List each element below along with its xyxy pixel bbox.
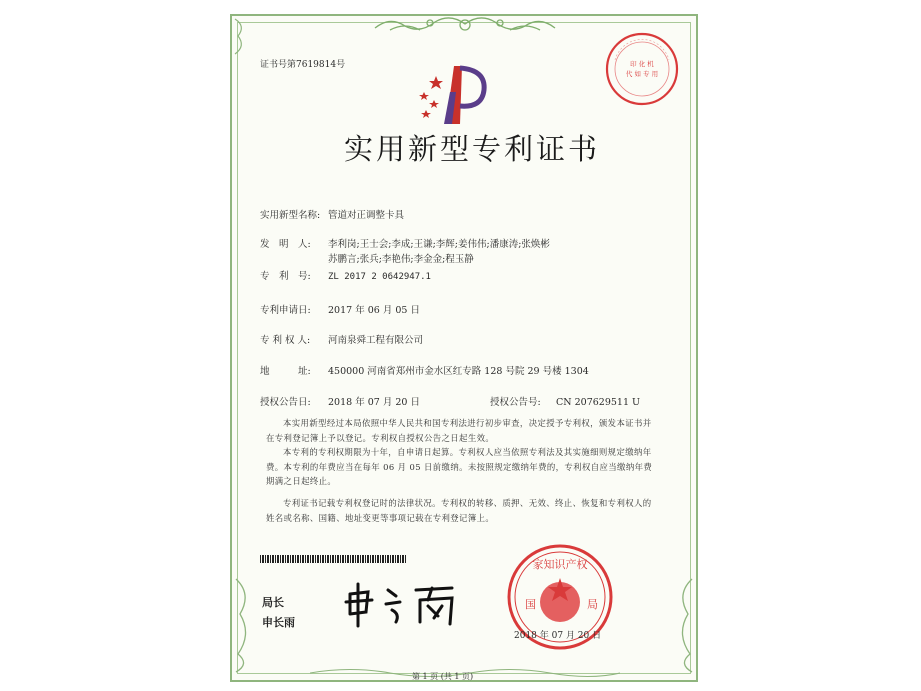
grant-number-value: CN 207629511 U <box>556 397 641 408</box>
address-label: 地 址: <box>260 366 311 377</box>
svg-text:家知识产权: 家知识产权 <box>532 558 588 571</box>
svg-text:局: 局 <box>587 598 598 611</box>
agency-seal-icon <box>603 30 681 108</box>
filing-date-label: 专利申请日: <box>260 305 311 316</box>
patent-number-label: 专 利 号: <box>260 271 311 282</box>
inventors-line-2: 苏鹏言;张兵;李艳伟;李金金;程玉静 <box>328 254 474 265</box>
address-value: 450000 河南省郑州市金水区红专路 128 号院 29 号楼 1304 <box>328 366 589 377</box>
paragraph-grant-notice: 本实用新型经过本局依照中华人民共和国专利法进行初步审查，决定授予专利权，颁发本证书并在专利登记簿上予以登记。专利权自授权公告之日起生效。 <box>266 418 652 443</box>
svg-text:代 如 专 用: 代 如 专 用 <box>625 70 659 78</box>
patent-number-value: ZL 2017 2 0642947.1 <box>328 272 431 282</box>
barcode <box>260 555 406 563</box>
inventors-label: 发 明 人: <box>260 239 311 250</box>
director-title: 局长 <box>262 596 284 609</box>
grant-date-value: 2018 年 07 月 20 日 <box>328 397 420 408</box>
director-signature-icon <box>342 580 472 630</box>
top-left-corner-ornament-icon <box>232 16 252 56</box>
certificate-title: 实用新型专利证书 <box>343 132 600 166</box>
patentee-label: 专 利 权 人: <box>260 335 311 346</box>
seal-date: 2018 年 07 月 20 日 <box>514 631 602 641</box>
paragraph-legal-status: 专利证书记载专利权登记时的法律状况。专利权的转移、质押、无效、终止、恢复和专利权人的姓名或名称、国籍、地址变更等事项记载在专利登记簿上。 <box>266 498 652 523</box>
patent-certificate <box>230 14 698 682</box>
filing-date-value: 2017 年 06 月 05 日 <box>328 305 420 316</box>
svg-text:国: 国 <box>525 598 536 611</box>
patentee-value: 河南泉舜工程有限公司 <box>328 335 424 346</box>
utility-name-value: 管道对正调整卡具 <box>328 210 405 221</box>
top-ornament-icon <box>370 14 560 36</box>
director-name: 申长雨 <box>262 616 295 629</box>
certificate-number: 证书号第7619814号 <box>260 60 346 70</box>
paragraph-term-fees: 本专利的专利权期限为十年，自申请日起算。专利权人应当依照专利法及其实施细则规定缴纳年费。本专利的年费应当在每年 06 月 05 日前缴纳。未按照规定缴纳年费的，专利权自应当缴纳年费期满之日起终止。 <box>266 447 653 486</box>
patent-office-logo-icon <box>416 62 494 128</box>
bottom-right-corner-ornament-icon <box>670 574 696 674</box>
grant-date-label: 授权公告日: <box>260 397 311 408</box>
utility-name-label: 实用新型名称: <box>260 210 321 221</box>
bottom-left-corner-ornament-icon <box>232 574 258 674</box>
grant-number-label: 授权公告号: <box>490 397 541 408</box>
inventors-line-1: 李利岗;王士会;李成;王谦;李辉;姜伟伟;潘康涛;张焕彬 <box>328 239 550 250</box>
page-footer: 第 1 页 (共 1 页) <box>412 672 474 681</box>
svg-text:印 化 机: 印 化 机 <box>630 60 654 68</box>
